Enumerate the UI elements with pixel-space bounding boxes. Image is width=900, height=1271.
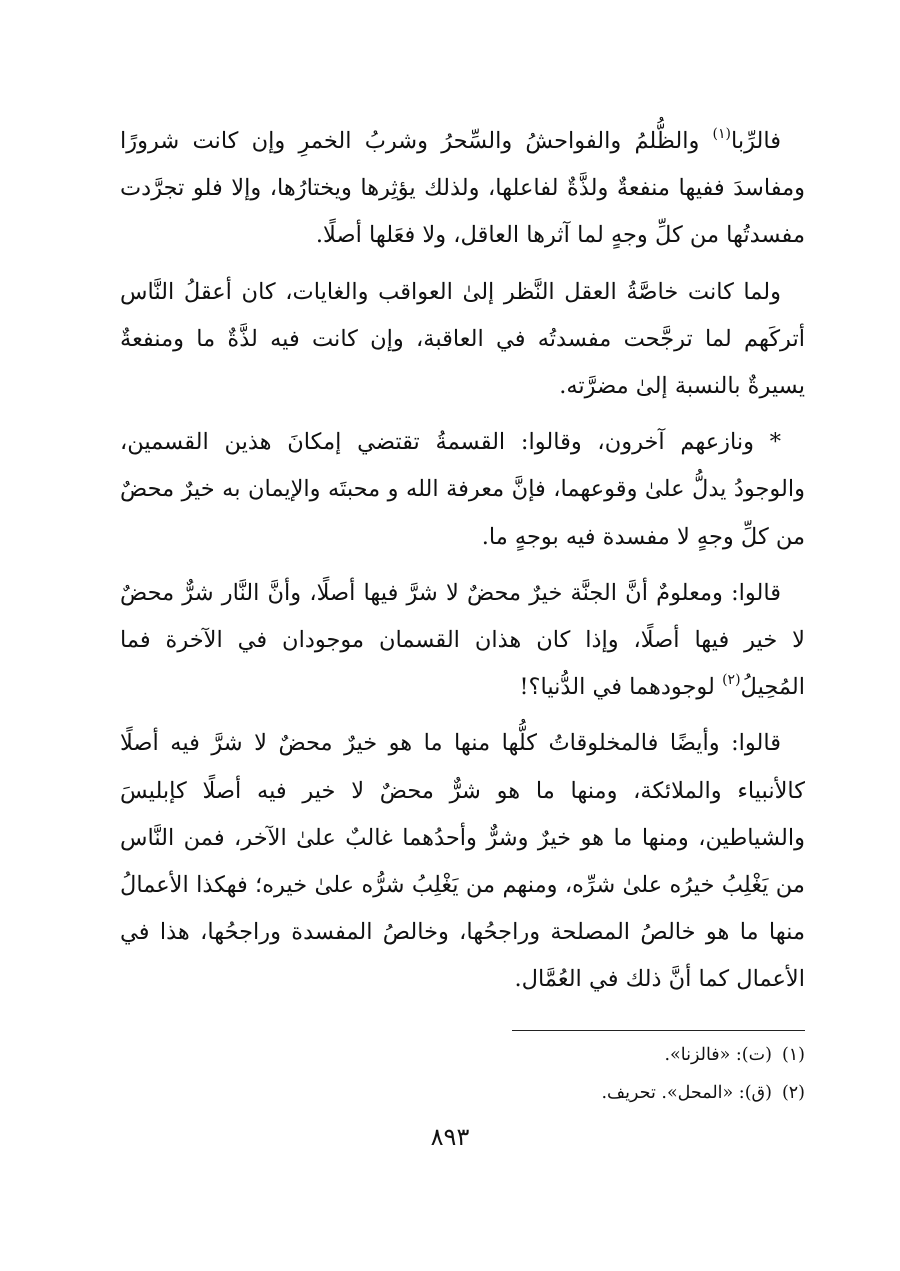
paragraph-4-start: قالوا: ومعلومٌ أنَّ الجنَّة خيرٌ محضٌ لا شرَّ فيها أصلًا، وأنَّ النَّار شرٌّ محضٌ لا خير فيها أصلًا، وإذا كان هذان القسمان موجودان في الآخرة فما المُحِيلُ [120,579,805,701]
footnote-1 [460,1036,805,1074]
footnote-separator [512,1030,805,1031]
paragraph-5: قالوا: وأيضًا فالمخلوقاتُ كلُّها منها ما هو خيرٌ محضٌ لا شرَّ فيه أصلًا كالأنبياء والملائكة، ومنها ما هو شرٌّ محضٌ لا خير فيه أصلًا كإبليسَ والشياطين، ومنها ما هو خيرٌ وشرٌّ وأحدُهما غالبٌ علىٰ الآخر، فمن النَّاس من يَغْلِبُ خيرُه علىٰ شرِّه، ومنهم من يَغْلِبُ شرُّه علىٰ خيره؛ فهكذا الأعمالُ منها ما هو خالصُ المصلحة وراجحُها، وخالصُ المفسدة وراجحُها، هذا في الأعمال كما أنَّ ذلك في العُمَّال. [120,730,805,993]
paragraph-1-start: فالرِّبا [731,128,781,154]
footnote-2 [460,1074,805,1112]
footnote-1-number: (١) [781,1045,805,1065]
paragraph-1 [120,118,805,260]
footnotes [460,1036,805,1112]
main-text [120,118,805,1013]
paragraph-4 [120,570,805,712]
footnote-1-text: (ت): «فالزنا». [664,1045,772,1065]
footnote-ref-2: (٢) [722,672,741,689]
paragraph-1-rest: والظُّلمُ والفواحشُ والسِّحرُ وشربُ الخمرِ وإن كانت شرورًا ومفاسدَ ففيها منفعةٌ ولذَّةٌ لفاعلها، ولذلك يؤثِرها ويختارُها، وإلا فلو تجرَّدت مفسدتُها من كلِّ وجهٍ لما آثرها العاقل، ولا فعَلها أصلًا. [120,128,805,249]
page-number: ٨٩٣ [430,1123,470,1151]
paragraph-4-rest: لوجودهما في الدُّنيا؟! [519,674,723,701]
footnote-2-number: (٢) [781,1083,805,1103]
paragraph-3: * ونازعهم آخرون، وقالوا: القسمةُ تقتضي إمكانَ هذين القسمين، والوجودُ يدلُّ علىٰ وقوعهما، فإنَّ معرفة الله و محبتَه والإيمان به خيرٌ محضٌ من كلِّ وجهٍ لا مفسدة فيه بوجهٍ ما. [120,429,805,550]
paragraph-2: ولما كانت خاصَّةُ العقل النَّظر إلىٰ العواقب والغايات، كان أعقلُ النَّاس أتركَهم لما ترجَّحت مفسدتُه في العاقبة، وإن كانت فيه لذَّةٌ ما ومنفعةٌ يسيرةٌ بالنسبة إلىٰ مضرَّته. [120,278,805,400]
footnote-2-text: (ق): «المحل». تحريف. [601,1083,772,1103]
footnote-ref-1: (١) [712,126,731,142]
